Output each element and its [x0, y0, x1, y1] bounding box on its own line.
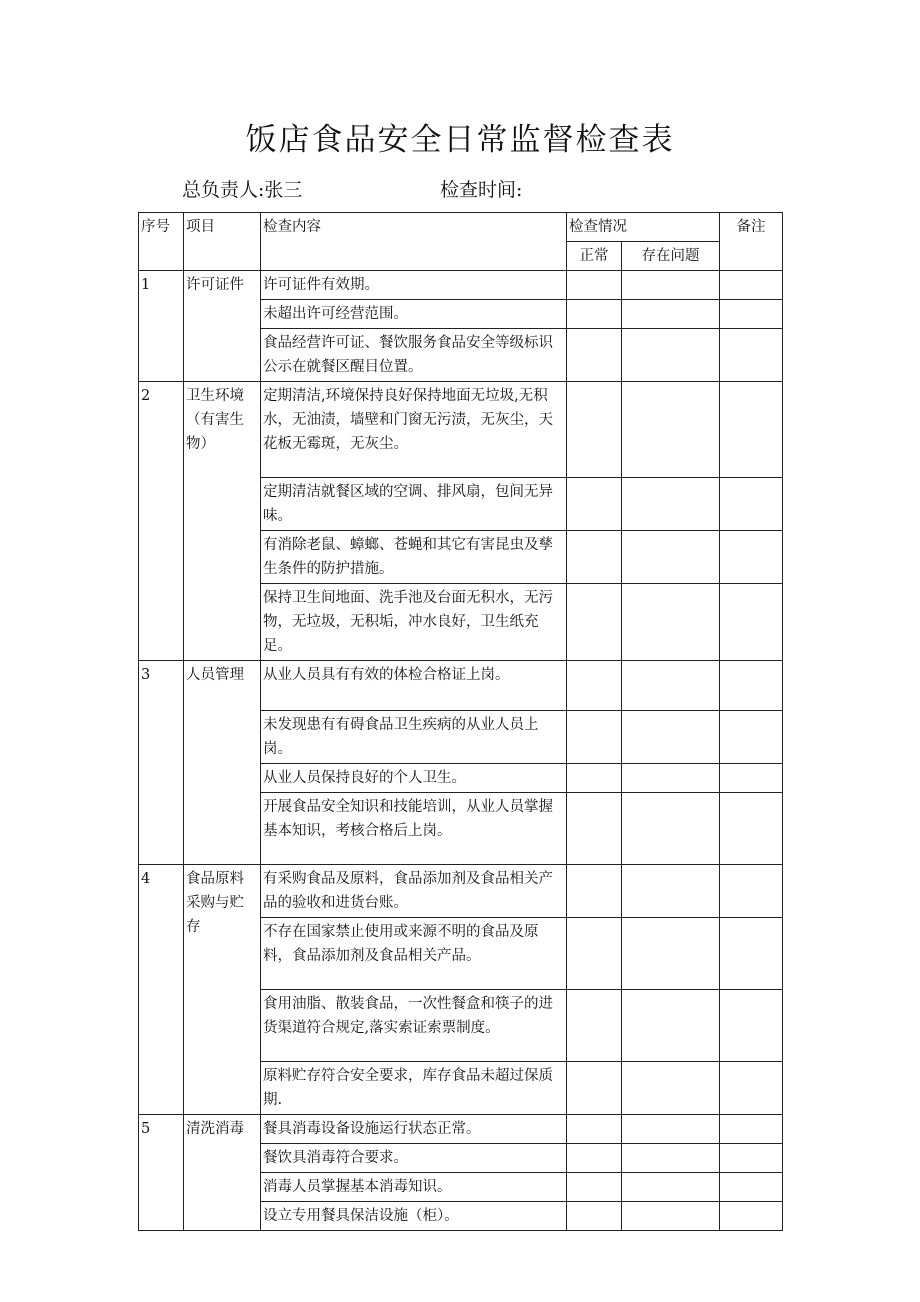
notes-cell[interactable] — [720, 711, 783, 764]
notes-cell[interactable] — [720, 793, 783, 865]
normal-cell[interactable] — [567, 1144, 622, 1173]
issue-cell[interactable] — [622, 711, 720, 764]
manager-label: 总负责人: — [182, 179, 265, 201]
manager-name: 张三 — [264, 179, 303, 201]
normal-cell[interactable] — [567, 711, 622, 764]
check-content: 餐饮具消毒符合要求。 — [261, 1144, 567, 1173]
table-row — [139, 661, 783, 711]
notes-cell[interactable] — [720, 1202, 783, 1231]
check-content: 未超出许可经营范围。 — [261, 300, 567, 329]
notes-cell[interactable] — [720, 990, 783, 1062]
section-item: 卫生环境（有害生物） — [184, 382, 261, 661]
normal-cell[interactable] — [567, 918, 622, 990]
issue-cell[interactable] — [622, 1173, 720, 1202]
issue-cell[interactable] — [622, 329, 720, 382]
normal-cell[interactable] — [567, 382, 622, 478]
section-item: 许可证件 — [184, 271, 261, 382]
notes-cell[interactable] — [720, 764, 783, 793]
check-content: 餐具消毒设备设施运行状态正常。 — [261, 1115, 567, 1144]
normal-cell[interactable] — [567, 584, 622, 661]
notes-cell[interactable] — [720, 661, 783, 711]
notes-cell[interactable] — [720, 865, 783, 918]
notes-cell[interactable] — [720, 1115, 783, 1144]
section-number: 3 — [139, 661, 184, 865]
issue-cell[interactable] — [622, 1115, 720, 1144]
notes-cell[interactable] — [720, 531, 783, 584]
header-content: 检查内容 — [261, 213, 567, 271]
notes-cell[interactable] — [720, 329, 783, 382]
normal-cell[interactable] — [567, 1062, 622, 1115]
manager-field — [182, 175, 302, 202]
check-content: 原料贮存符合安全要求，库存食品未超过保质期. — [261, 1062, 567, 1115]
issue-cell[interactable] — [622, 918, 720, 990]
notes-cell[interactable] — [720, 1144, 783, 1173]
issue-cell[interactable] — [622, 990, 720, 1062]
notes-cell[interactable] — [720, 300, 783, 329]
issue-cell[interactable] — [622, 382, 720, 478]
normal-cell[interactable] — [567, 478, 622, 531]
check-content: 定期清洁就餐区域的空调、排风扇，包间无异味。 — [261, 478, 567, 531]
issue-cell[interactable] — [622, 793, 720, 865]
header-notes: 备注 — [720, 213, 783, 271]
issue-cell[interactable] — [622, 764, 720, 793]
normal-cell[interactable] — [567, 1173, 622, 1202]
section-number: 2 — [139, 382, 184, 661]
header-normal: 正常 — [567, 242, 622, 271]
notes-cell[interactable] — [720, 382, 783, 478]
normal-cell[interactable] — [567, 793, 622, 865]
table-row — [139, 1115, 783, 1144]
issue-cell[interactable] — [622, 1202, 720, 1231]
issue-cell[interactable] — [622, 271, 720, 300]
issue-cell[interactable] — [622, 661, 720, 711]
issue-cell[interactable] — [622, 478, 720, 531]
normal-cell[interactable] — [567, 764, 622, 793]
section-number: 1 — [139, 271, 184, 382]
notes-cell[interactable] — [720, 584, 783, 661]
notes-cell[interactable] — [720, 918, 783, 990]
inspection-table — [138, 212, 783, 1231]
notes-cell[interactable] — [720, 478, 783, 531]
header-no: 序号 — [139, 213, 184, 271]
section-item: 人员管理 — [184, 661, 261, 865]
check-content: 食用油脂、散装食品，一次性餐盒和筷子的进货渠道符合规定,落实索证索票制度。 — [261, 990, 567, 1062]
notes-cell[interactable] — [720, 1062, 783, 1115]
normal-cell[interactable] — [567, 1115, 622, 1144]
section-number: 5 — [139, 1115, 184, 1231]
check-content: 从业人员具有有效的体检合格证上岗。 — [261, 661, 567, 711]
section-item: 食品原料采购与贮存 — [184, 865, 261, 1115]
header-issue: 存在问题 — [622, 242, 720, 271]
check-content: 食品经营许可证、餐饮服务食品安全等级标识公示在就餐区醒目位置。 — [261, 329, 567, 382]
issue-cell[interactable] — [622, 1062, 720, 1115]
inspection-time-label: 检查时间: — [440, 179, 523, 201]
header-item: 项目 — [184, 213, 261, 271]
notes-cell[interactable] — [720, 1173, 783, 1202]
notes-cell[interactable] — [720, 271, 783, 300]
check-content: 设立专用餐具保洁设施（柜）。 — [261, 1202, 567, 1231]
normal-cell[interactable] — [567, 300, 622, 329]
issue-cell[interactable] — [622, 1144, 720, 1173]
normal-cell[interactable] — [567, 661, 622, 711]
table-row — [139, 271, 783, 300]
normal-cell[interactable] — [567, 990, 622, 1062]
issue-cell[interactable] — [622, 865, 720, 918]
check-content: 保持卫生间地面、洗手池及台面无积水，无污物，无垃圾，无积垢，冲水良好，卫生纸充足。 — [261, 584, 567, 661]
table-row — [139, 865, 783, 918]
issue-cell[interactable] — [622, 300, 720, 329]
issue-cell[interactable] — [622, 531, 720, 584]
normal-cell[interactable] — [567, 271, 622, 300]
check-content: 未发现患有有碍食品卫生疾病的从业人员上岗。 — [261, 711, 567, 764]
section-item: 清洗消毒 — [184, 1115, 261, 1231]
normal-cell[interactable] — [567, 531, 622, 584]
check-content: 从业人员保持良好的个人卫生。 — [261, 764, 567, 793]
page-title: 饭店食品安全日常监督检查表 — [245, 122, 675, 158]
check-content: 开展食品安全知识和技能培训，从业人员掌握基本知识，考核合格后上岗。 — [261, 793, 567, 865]
check-content: 许可证件有效期。 — [261, 271, 567, 300]
section-number: 4 — [139, 865, 184, 1115]
normal-cell[interactable] — [567, 329, 622, 382]
check-content: 定期清洁,环境保持良好保持地面无垃圾,无积水，无油渍，墙壁和门窗无污渍，无灰尘，天花板无霉斑，无灰尘。 — [261, 382, 567, 478]
check-content: 不存在国家禁止使用或来源不明的食品及原料，食品添加剂及食品相关产品。 — [261, 918, 567, 990]
check-content: 有采购食品及原料，食品添加剂及食品相关产品的验收和进货台账。 — [261, 865, 567, 918]
check-content: 消毒人员掌握基本消毒知识。 — [261, 1173, 567, 1202]
normal-cell[interactable] — [567, 1202, 622, 1231]
header-status: 检查情况 — [567, 213, 720, 242]
issue-cell[interactable] — [622, 584, 720, 661]
check-content: 有消除老鼠、蟑螂、苍蝇和其它有害昆虫及孳生条件的防护措施。 — [261, 531, 567, 584]
table-row — [139, 382, 783, 478]
normal-cell[interactable] — [567, 865, 622, 918]
